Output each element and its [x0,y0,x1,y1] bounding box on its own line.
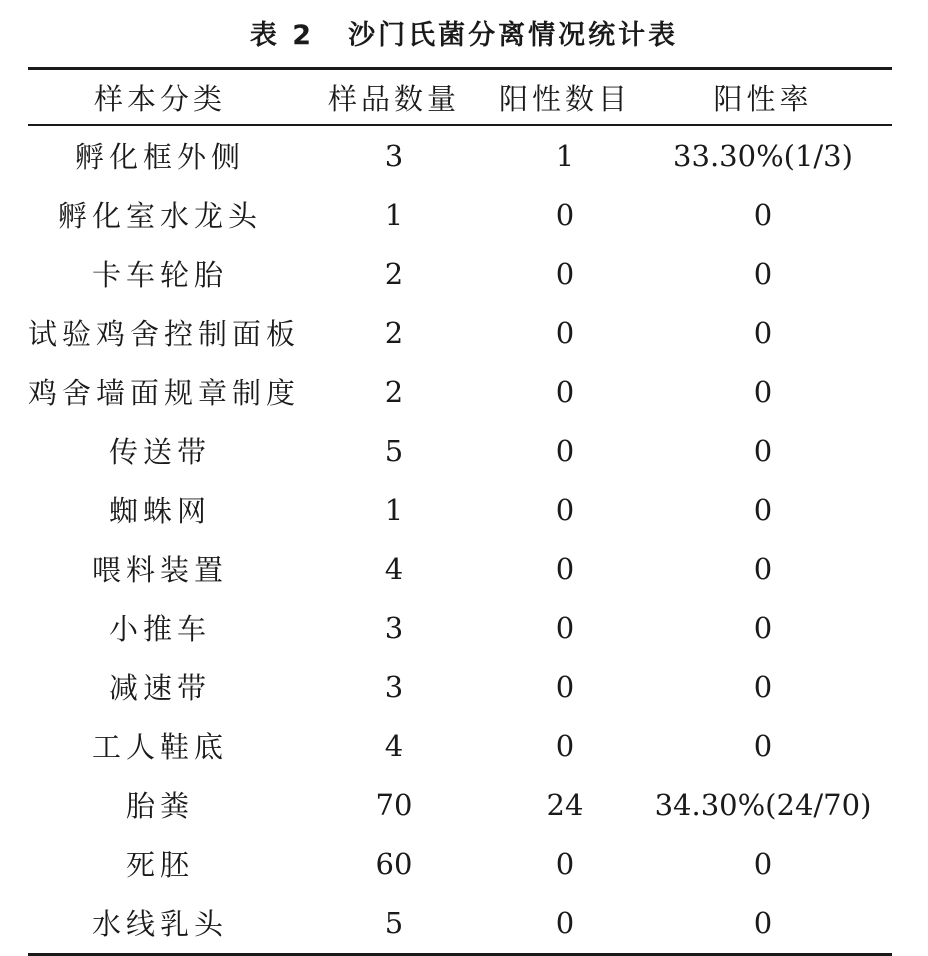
cell-positive-count: 0 [555,256,575,291]
cell-positive-rate: 0 [753,433,773,468]
cell-sample-count: 2 [384,256,404,291]
table-caption [0,14,928,58]
cell-sample-category: 小推车 [108,612,211,646]
cell-sample-category: 死胚 [125,848,194,882]
table-title: 沙门氏菌分离情况统计表 [348,20,679,51]
cell-sample-count: 5 [384,433,404,468]
table-row [28,244,892,303]
cell-positive-rate: 0 [753,846,773,881]
header-positive-count: 阳性数目 [498,81,631,116]
table-row [28,539,892,598]
table-row [28,657,892,716]
table-row [28,834,892,893]
header-positive-rate: 阳性率 [713,81,813,116]
cell-sample-category: 卡车轮胎 [91,258,228,292]
table-row [28,598,892,657]
cell-positive-rate: 0 [753,374,773,409]
cell-positive-count: 0 [555,551,575,586]
cell-sample-count: 70 [375,787,413,822]
cell-positive-count: 24 [546,787,584,822]
cell-positive-count: 0 [555,315,575,350]
cell-positive-count: 0 [555,728,575,763]
cell-positive-rate: 33.30%(1/3) [673,138,853,173]
cell-sample-count: 3 [384,669,404,704]
table-row [28,421,892,480]
cell-sample-category: 孵化框外侧 [74,140,245,174]
cell-sample-count: 1 [384,197,404,232]
cell-positive-count: 0 [555,197,575,232]
cell-positive-rate: 0 [753,492,773,527]
cell-positive-count: 1 [555,138,575,173]
cell-positive-rate: 0 [753,610,773,645]
cell-positive-rate: 0 [753,669,773,704]
cell-sample-count: 60 [375,846,413,881]
cell-sample-category: 胎粪 [125,789,194,823]
cell-sample-category: 工人鞋底 [91,730,228,764]
data-table [28,126,892,952]
cell-sample-category: 减速带 [108,671,211,705]
table-row [28,480,892,539]
header-row [28,70,892,124]
table-row [28,775,892,834]
cell-sample-count: 4 [384,728,404,763]
table-number: 表 2 [249,20,315,51]
cell-sample-count: 1 [384,492,404,527]
cell-positive-rate: 0 [753,315,773,350]
cell-sample-category: 孵化室水龙头 [57,199,262,233]
cell-positive-rate: 0 [753,197,773,232]
table-row [28,303,892,362]
cell-positive-count: 0 [555,492,575,527]
cell-sample-count: 5 [384,905,404,940]
cell-sample-count: 2 [384,315,404,350]
table-header [28,70,892,124]
cell-sample-category: 鸡舍墙面规章制度 [28,376,301,410]
cell-sample-category: 传送带 [108,435,211,469]
header-sample-count: 样品数量 [327,81,460,116]
header-sample-category: 样本分类 [93,81,226,116]
cell-positive-rate: 0 [753,256,773,291]
cell-sample-count: 4 [384,551,404,586]
cell-sample-count: 2 [384,374,404,409]
cell-sample-count: 3 [384,610,404,645]
cell-sample-category: 蜘蛛网 [108,494,211,528]
cell-sample-category: 试验鸡舍控制面板 [28,317,301,351]
table-row [28,126,892,185]
table-row [28,716,892,775]
cell-positive-rate: 0 [753,905,773,940]
cell-sample-count: 3 [384,138,404,173]
table-row [28,893,892,952]
cell-positive-count: 0 [555,669,575,704]
cell-positive-count: 0 [555,846,575,881]
cell-positive-count: 0 [555,374,575,409]
cell-sample-category: 水线乳头 [91,907,228,941]
cell-positive-rate: 34.30%(24/70) [654,787,872,822]
cell-positive-rate: 0 [753,551,773,586]
cell-positive-rate: 0 [753,728,773,763]
cell-positive-count: 0 [555,433,575,468]
table-row [28,185,892,244]
cell-sample-category: 喂料装置 [91,553,228,587]
cell-positive-count: 0 [555,610,575,645]
table-row [28,362,892,421]
cell-positive-count: 0 [555,905,575,940]
